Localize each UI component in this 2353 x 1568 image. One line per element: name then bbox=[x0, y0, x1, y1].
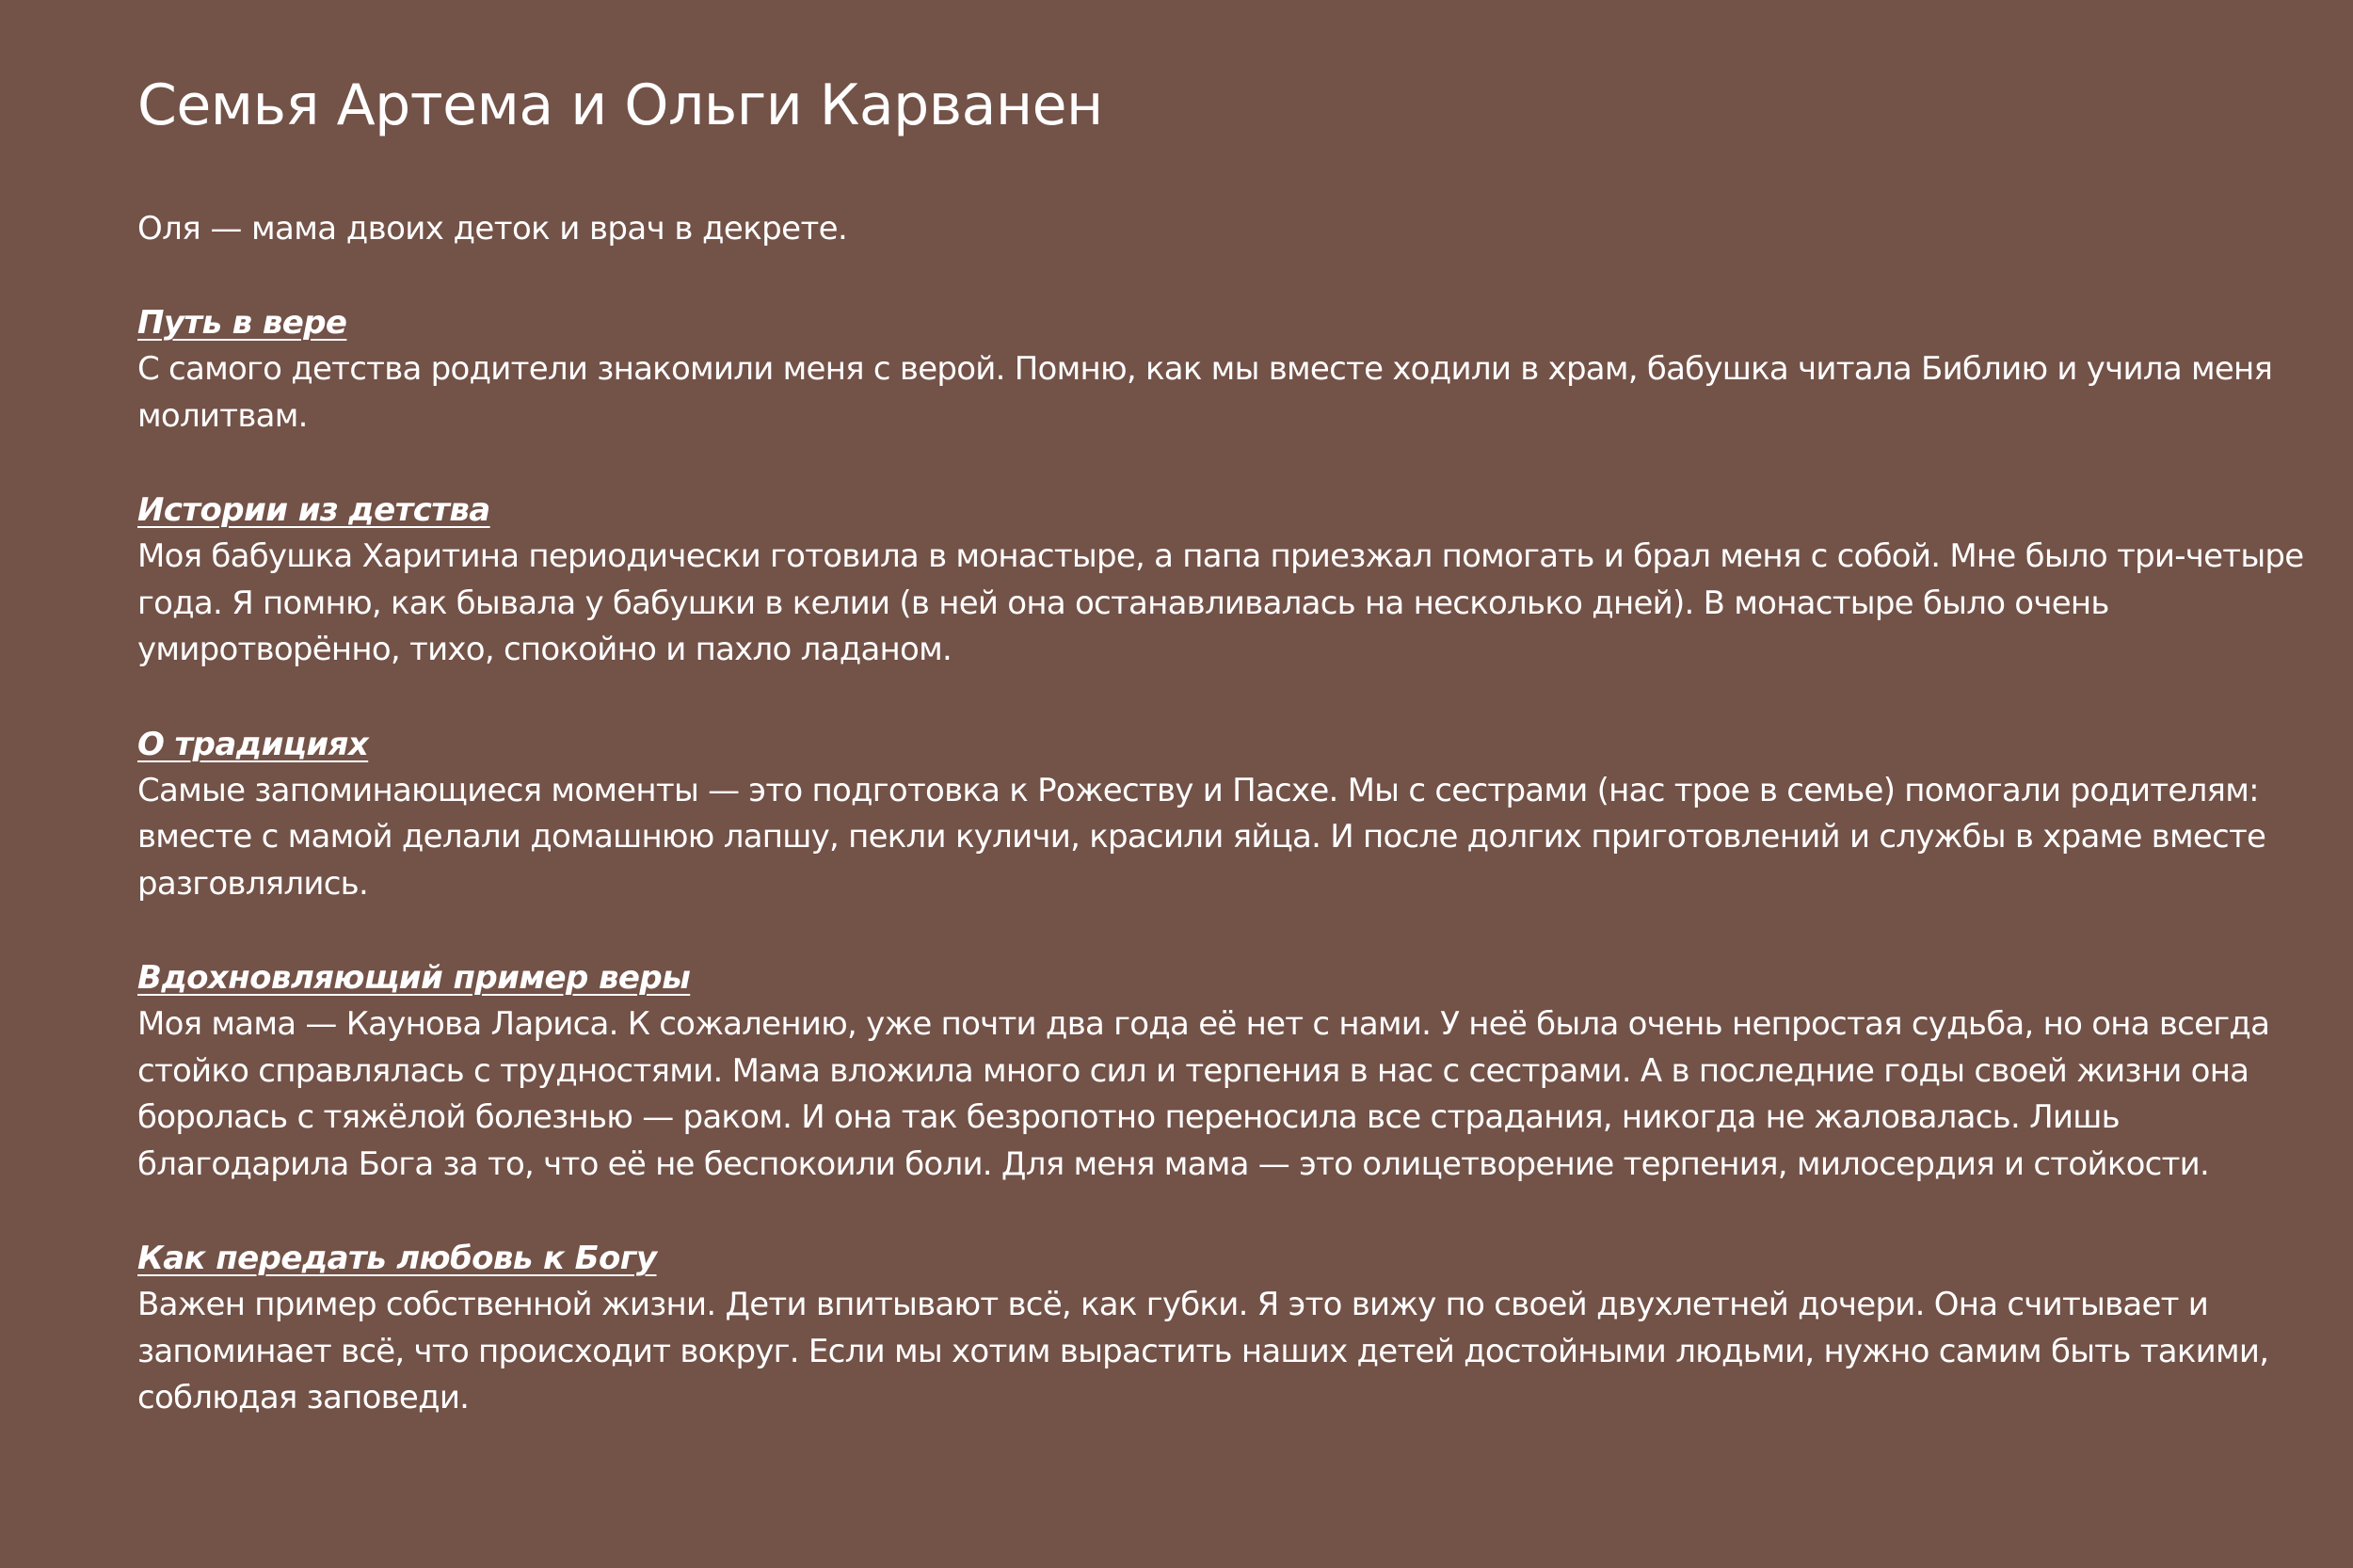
section-text: Моя бабушка Харитина периодически готовила в монастыре, а папа приезжал помогать и брал меня с собой. Мне было три-четыре года. Я помню, как бывала у бабушки в келии (в ней она останавливалась на несколько дней). В монастыре было очень умиротворённо, тихо, спокойно и пахло ладаном. bbox=[137, 537, 2304, 668]
section-heading: Истории из детства bbox=[137, 491, 490, 529]
section-heading: Путь в вере bbox=[137, 304, 347, 342]
section-text: Самые запоминающиеся моменты — это подготовка к Рожеству и Пасхе. Мы с сестрами (нас трое в семье) помогали родителям: вместе с мамой делали домашнюю лапшу, пекли куличи, красили яйца. И после долгих приготовлений и службы в храме вместе разговлялись. bbox=[137, 771, 2266, 903]
section-inspiring-example bbox=[137, 954, 2340, 1188]
article-intro: Оля — мама двоих деток и врач в декрете. bbox=[137, 210, 848, 248]
section-text: Важен пример собственной жизни. Дети впитывают всё, как губки. Я это вижу по своей двухлетней дочери. Она считывает и запоминает всё, что происходит вокруг. Если мы хотим вырастить наших детей достойными людьми, нужно самим быть такими, соблюдая заповеди. bbox=[137, 1286, 2269, 1416]
section-text: С самого детства родители знакомили меня с верой. Помню, как мы вместе ходили в храм, бабушка читала Библию и учила меня молитвам. bbox=[137, 350, 2273, 435]
section-passing-love-to-god bbox=[137, 1235, 2340, 1422]
section-heading: Вдохновляющий пример веры bbox=[137, 959, 691, 997]
section-traditions bbox=[137, 721, 2340, 908]
section-text: Моя мама — Каунова Лариса. К сожалению, уже почти два года её нет с нами. У неё была очень непростая судьба, но она всегда стойко справлялась с трудностями. Мама вложила много сил и терпения в нас с сестрами. А в последние годы своей жизни она боролась с тяжёлой болезнью — раком. И она так безропотно переносила все страдания, никогда не жаловалась. Лишь благодарила Бога за то, что её не беспокоили боли. Для меня мама — это олицетворение терпения, милосердия и стойкости. bbox=[137, 1005, 2270, 1183]
section-heading: О традициях bbox=[137, 725, 369, 763]
section-heading: Как передать любовь к Богу bbox=[137, 1240, 657, 1277]
article-title: Семья Артема и Ольги Карванен bbox=[137, 72, 1103, 138]
section-faith-path bbox=[137, 299, 2340, 440]
section-childhood-stories bbox=[137, 487, 2340, 674]
